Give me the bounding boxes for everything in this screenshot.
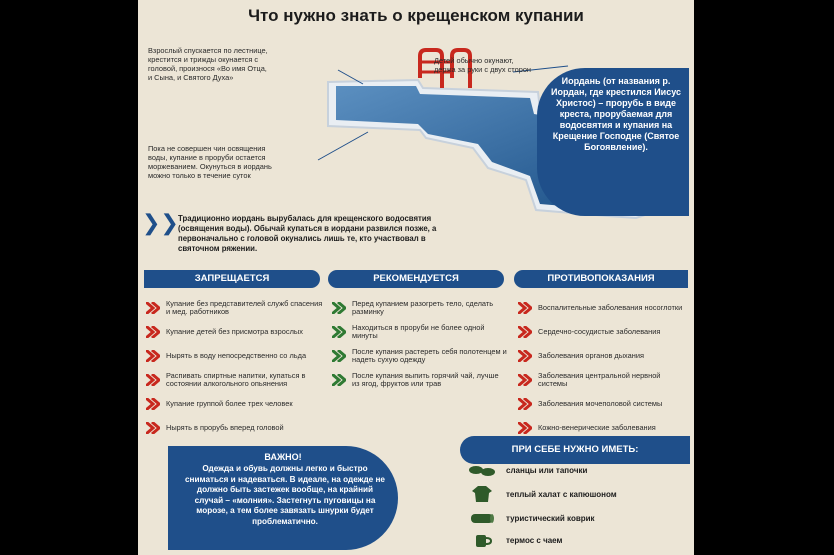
list-item: Распивать спиртные напитки, купаться в состоянии алкогольного опьянения [146,368,326,392]
list-item: Перед купанием разогреть тело, сделать разминку [332,296,508,320]
red-arrow-icon [518,302,532,314]
page-title: Что нужно знать о крещенском купании [248,6,584,25]
list-item: Заболевания мочеполовой системы [518,392,690,416]
list-item: После купания растереть себя полотенцем и надеть сухую одежду [332,344,508,368]
red-arrow-icon [146,326,160,338]
red-arrow-icon [518,350,532,362]
list-item: Сердечно-сосудистые заболевания [518,320,690,344]
consecration-note: Пока не совершен чин освящения воды, купание в проруби остается моржеванием. Окунуться в иордань можно только в течение суток [148,144,272,180]
carry-header: ПРИ СЕБЕ НУЖНО ИМЕТЬ: [460,436,690,464]
red-arrow-icon [146,422,160,434]
red-arrow-icon [146,374,160,386]
green-arrow-icon [332,326,346,338]
green-arrow-icon [332,374,346,386]
important-text: Одежда и обувь должны легко и быстро сниматься и надеваться. В идеале, на одежде не должно быть застежек вообще, на крайний случай – «молния». Застегнуть пуговицы на морозе, а тем более завязать шнурки будет проблематично. [184,464,385,526]
tradition-text: Традиционно иордань вырубалась для крещенского водосвятия (освящения воды). Обычай купаться в иордани развился позже, а первоначально с головой окунались лишь те, кто участвовал в святочном ряжении. [178,214,437,253]
list-item: Кожно-венерические заболевания [518,416,690,440]
list-item: Заболевания органов дыхания [518,344,690,368]
list-item: Нырять в воду непосредственно со льда [146,344,326,368]
list-item: Находиться в проруби не более одной минуты [332,320,508,344]
robe-icon [468,485,496,503]
thermos-icon [468,531,496,549]
red-arrow-icon [518,398,532,410]
red-arrow-icon [146,398,160,410]
green-arrow-icon [332,302,346,314]
contra-list [518,296,690,440]
slippers-icon [468,461,496,479]
list-item: Нырять в прорубь вперед головой [146,416,326,440]
forbidden-list [146,296,326,440]
important-head: ВАЖНО! [264,452,302,462]
green-arrow-icon [332,350,346,362]
recommended-list [332,296,508,392]
forbidden-header: ЗАПРЕЩАЕТСЯ [144,270,320,288]
adult-note: Взрослый спускается по лестнице, крестится и трижды окунается с головой, произнося «Во имя Отца, и Сына, и Святого Духа» [148,46,268,82]
important-note [168,446,398,550]
list-item: После купания выпить горячий чай, лучше из ягод, фруктов или трав [332,368,508,392]
list-item: Купание группой более трех человек [146,392,326,416]
red-arrow-icon [518,422,532,434]
list-item: Купание детей без присмотра взрослых [146,320,326,344]
mat-icon [468,509,496,527]
infographic-poster [138,0,694,555]
children-note: Детей обычно окунают, держа за руки с двух сторон [434,56,532,74]
red-arrow-icon [146,350,160,362]
list-item: теплый халат с капюшоном [468,482,617,506]
recommended-header: РЕКОМЕНДУЕТСЯ [328,270,504,288]
red-arrow-icon [146,302,160,314]
chevron-icon: ❯❯ [142,210,179,235]
list-item: Заболевания центральной нервной системы [518,368,690,392]
red-arrow-icon [518,374,532,386]
list-item: Воспалительные заболевания носоглотки [518,296,690,320]
list-item: термос с чаем [468,528,562,552]
list-item: Купание без представителей служб спасения и мед. работников [146,296,326,320]
contra-header: ПРОТИВОПОКАЗАНИЯ [514,270,688,288]
jordan-definition: Иордань (от названия р. Иордан, где крестился Иисус Христос) – прорубь в виде креста, прорубаемая для водосвятия и купания на Крещение Господне (Святое Богоявление). [537,68,689,216]
red-arrow-icon [518,326,532,338]
list-item: туристический коврик [468,506,595,530]
list-item: сланцы или тапочки [468,458,587,482]
